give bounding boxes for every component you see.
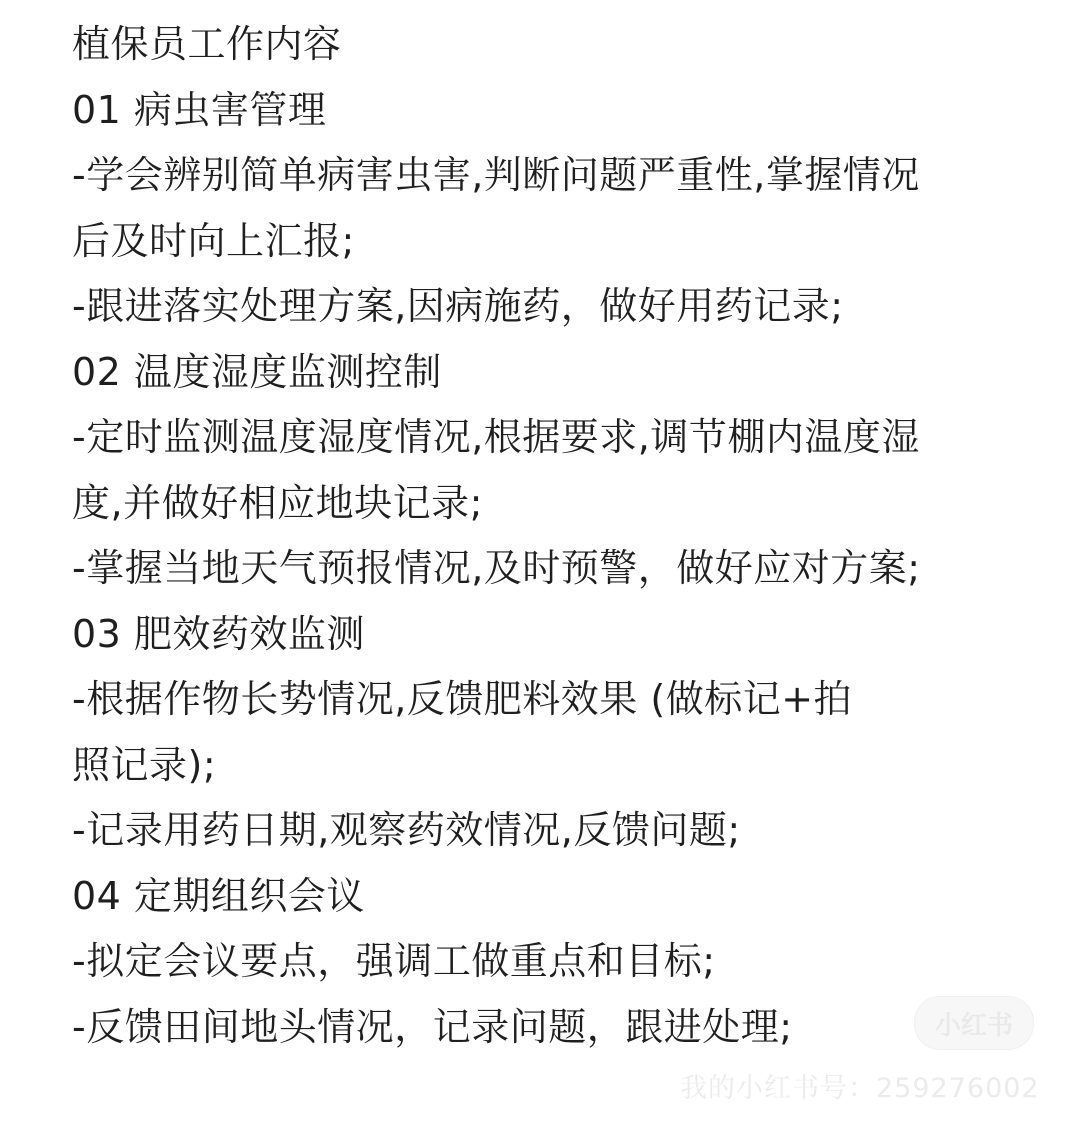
section-heading-01: 01 病虫害管理 (72, 87, 327, 132)
doc-line: -定时监测温度湿度情况,根据要求,调节棚内温度湿 (72, 415, 920, 459)
section-heading-04: 04 定期组织会议 (72, 873, 365, 918)
watermark-logo: 小红书 (914, 996, 1034, 1050)
doc-line: -跟进落实处理方案,因病施药，做好用药记录; (72, 284, 844, 328)
doc-line: -反馈田间地头情况，记录问题，跟进处理; (72, 1004, 793, 1049)
doc-line: -掌握当地天气预报情况,及时预警，做好应对方案; (72, 546, 921, 590)
doc-line: -根据作物长势情况,反馈肥料效果 (做标记+拍 (72, 677, 853, 721)
doc-line: 后及时向上汇报; (72, 218, 355, 263)
section-heading-02: 02 温度湿度监测控制 (72, 349, 442, 394)
doc-line: -拟定会议要点，强调工做重点和目标; (72, 939, 716, 983)
doc-line: -记录用药日期,观察药效情况,反馈问题; (72, 808, 741, 852)
doc-line: -学会辨别简单病害虫害,判断问题严重性,掌握情况 (72, 153, 920, 197)
doc-line: 度,并做好相应地块记录; (72, 480, 483, 525)
doc-title: 植保员工作内容 (72, 22, 342, 66)
section-heading-03: 03 肥效药效监测 (72, 611, 365, 656)
doc-line: 照记录); (72, 742, 217, 787)
watermark-account-id: 我的小红书号：259276002 (680, 1073, 1040, 1104)
document-body (72, 12, 1032, 1060)
